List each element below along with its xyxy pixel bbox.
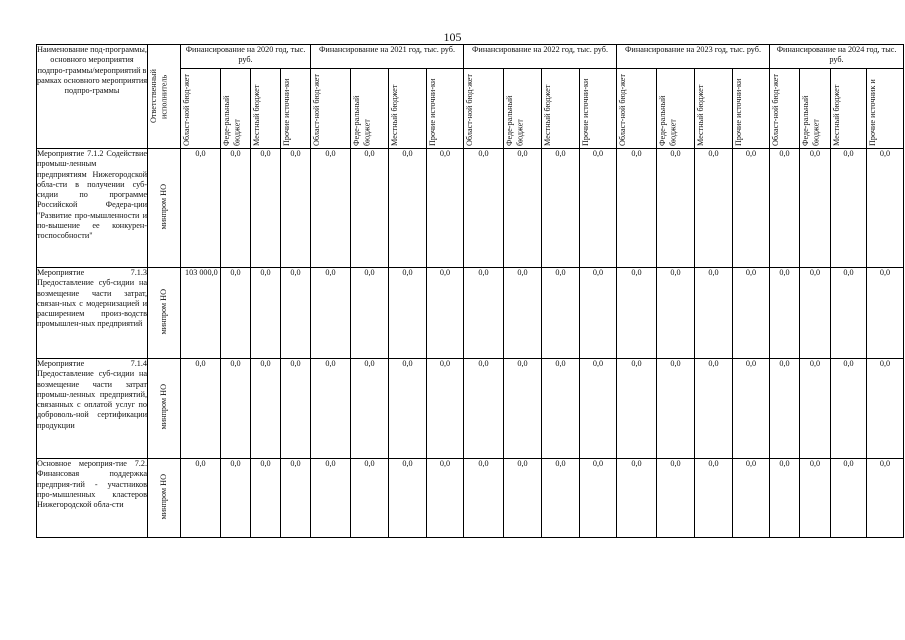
- value-cell: 0,0: [542, 149, 580, 268]
- header-year-2023: Финансирование на 2023 год, тыс. руб.: [617, 45, 770, 69]
- subheader-cell: [311, 69, 351, 149]
- value-cell: 0,0: [770, 149, 800, 268]
- subheader-text: Прочие источни-ки: [428, 78, 437, 146]
- subheader-text: Феде-ральный бюджет: [801, 95, 821, 146]
- value-cell: 0,0: [251, 359, 281, 459]
- value-cell: 0,0: [281, 149, 311, 268]
- value-cell: 0,0: [464, 459, 504, 538]
- value-cell: 0,0: [580, 268, 617, 359]
- subheader-cell: [351, 69, 389, 149]
- header-year-2021: Финансирование на 2021 год, тыс. руб.: [311, 45, 464, 69]
- subheader-text: Феде-ральный бюджет: [505, 95, 525, 146]
- header-executor-text: Ответственный исполнитель: [149, 69, 169, 124]
- header-year-2024: Финансирование на 2024 год, тыс. руб.: [770, 45, 904, 69]
- subheader-cell: [770, 69, 800, 149]
- subheader-text: Феде-ральный бюджет: [352, 95, 372, 146]
- value-cell: 0,0: [617, 149, 657, 268]
- value-cell: 0,0: [504, 268, 542, 359]
- subheader-cell: [251, 69, 281, 149]
- value-cell: 0,0: [251, 268, 281, 359]
- value-cell: 0,0: [389, 149, 427, 268]
- value-cell: 0,0: [580, 459, 617, 538]
- value-cell: 0,0: [351, 359, 389, 459]
- table-row: [37, 268, 904, 359]
- value-cell: 0,0: [770, 459, 800, 538]
- subheader-cell: [427, 69, 464, 149]
- value-cell: 0,0: [427, 149, 464, 268]
- subheader-cell: [464, 69, 504, 149]
- value-cell: 0,0: [733, 359, 770, 459]
- row-executor: [148, 149, 181, 268]
- value-cell: 0,0: [867, 359, 904, 459]
- value-cell: 0,0: [389, 268, 427, 359]
- subheader-text: Местный бюджет: [543, 84, 552, 146]
- subheader-text: Местный бюджет: [832, 84, 841, 146]
- value-cell: 0,0: [800, 149, 831, 268]
- value-cell: 0,0: [542, 359, 580, 459]
- subheader-text: Местный бюджет: [696, 84, 705, 146]
- value-cell: 0,0: [867, 149, 904, 268]
- value-cell: 0,0: [657, 268, 695, 359]
- value-cell: 0,0: [389, 359, 427, 459]
- value-cell: 0,0: [311, 268, 351, 359]
- value-cell: 0,0: [221, 359, 251, 459]
- value-cell: 0,0: [770, 268, 800, 359]
- value-cell: 0,0: [464, 149, 504, 268]
- subheader-text: Област-ной бюд-жет: [182, 74, 191, 146]
- subheader-cell: [800, 69, 831, 149]
- subheader-cell: [221, 69, 251, 149]
- value-cell: 0,0: [800, 359, 831, 459]
- row-executor-text: минпром НО: [158, 473, 168, 520]
- financing-table: [36, 44, 904, 538]
- value-cell: 0,0: [281, 268, 311, 359]
- subheader-cell: [389, 69, 427, 149]
- subheader-text: Област-ной бюд-жет: [465, 74, 474, 146]
- value-cell: 0,0: [733, 149, 770, 268]
- row-executor-text: минпром НО: [158, 288, 168, 335]
- table-row: [37, 149, 904, 268]
- value-cell: 0,0: [464, 359, 504, 459]
- row-description: Мероприятие 7.1.4 Предоставление суб-сидии на возмещение части затрат промыш-ленных предприятий, связанных с оплатой услуг по доброволь-ной сертификации продукции: [37, 359, 148, 459]
- value-cell: 0,0: [867, 459, 904, 538]
- value-cell: 0,0: [770, 359, 800, 459]
- subheader-cell: [580, 69, 617, 149]
- row-executor-text: минпром НО: [158, 384, 168, 430]
- value-cell: 0,0: [657, 149, 695, 268]
- subheader-cell: [181, 69, 221, 149]
- value-cell: 0,0: [504, 459, 542, 538]
- subheader-text: Област-ной бюд-жет: [312, 74, 321, 146]
- subheader-text: Местный бюджет: [252, 84, 261, 146]
- subheader-text: Прочие источни-ки: [734, 78, 743, 146]
- subheader-cell: [281, 69, 311, 149]
- row-executor-text: минпром НО: [158, 183, 168, 230]
- value-cell: 0,0: [695, 268, 733, 359]
- row-executor: [148, 459, 181, 538]
- subheader-text: Област-ной бюд-жет: [771, 74, 780, 146]
- value-cell: 0,0: [504, 359, 542, 459]
- value-cell: 0,0: [831, 359, 867, 459]
- value-cell: 0,0: [695, 359, 733, 459]
- value-cell: 0,0: [351, 149, 389, 268]
- value-cell: 0,0: [251, 459, 281, 538]
- header-executor: [148, 45, 181, 149]
- row-description: Мероприятие 7.1.3 Предоставление суб-сидии на возмещение части затрат, связан-ных с модернизацией и расширением произ-водств промышлен-ных предприятий: [37, 268, 148, 359]
- header-name: Наименование под-программы, основного мероприятия подпро-граммы/мероприятий в рамках основного мероприятия подпро-граммы: [37, 45, 148, 149]
- value-cell: 0,0: [221, 459, 251, 538]
- value-cell: 0,0: [181, 149, 221, 268]
- value-cell: 0,0: [542, 268, 580, 359]
- subheader-text: Феде-ральный бюджет: [222, 95, 242, 146]
- value-cell: 0,0: [733, 268, 770, 359]
- value-cell: 0,0: [867, 268, 904, 359]
- value-cell: 0,0: [580, 359, 617, 459]
- table-row: [37, 459, 904, 538]
- value-cell: 0,0: [542, 459, 580, 538]
- value-cell: 0,0: [181, 359, 221, 459]
- value-cell: 0,0: [251, 149, 281, 268]
- subheader-cell: [617, 69, 657, 149]
- value-cell: 0,0: [657, 459, 695, 538]
- value-cell: 0,0: [311, 359, 351, 459]
- value-cell: 0,0: [831, 149, 867, 268]
- value-cell: 0,0: [580, 149, 617, 268]
- value-cell: 0,0: [657, 359, 695, 459]
- value-cell: 0,0: [281, 459, 311, 538]
- value-cell: 0,0: [221, 149, 251, 268]
- header-year-2022: Финансирование на 2022 год, тыс. руб.: [464, 45, 617, 69]
- subheader-cell: [504, 69, 542, 149]
- row-description: Мероприятие 7.1.2 Содействие промыш-ленным предприятиям Нижегородской обла-сти в получении суб-сидии по программе Российской Федера-ции "Развитие про-мышленности и по-вышение ее конкурен-тоспособности": [37, 149, 148, 268]
- value-cell: 0,0: [311, 459, 351, 538]
- row-executor: [148, 359, 181, 459]
- value-cell: 0,0: [617, 459, 657, 538]
- subheader-text: Прочие источник и: [868, 79, 877, 146]
- subheader-text: Феде-ральный бюджет: [658, 95, 678, 146]
- value-cell: 0,0: [504, 149, 542, 268]
- subheader-text: Прочие источни-ки: [282, 78, 291, 146]
- value-cell: 0,0: [389, 459, 427, 538]
- value-cell: 0,0: [695, 459, 733, 538]
- value-cell: 103 000,0: [181, 268, 221, 359]
- row-executor: [148, 268, 181, 359]
- value-cell: 0,0: [733, 459, 770, 538]
- value-cell: 0,0: [427, 359, 464, 459]
- subheader-cell: [831, 69, 867, 149]
- table-row: [37, 359, 904, 459]
- value-cell: 0,0: [427, 459, 464, 538]
- value-cell: 0,0: [617, 359, 657, 459]
- value-cell: 0,0: [800, 268, 831, 359]
- row-description: Основное мероприя-тие 7.2. Финансовая поддержка предприя-тий - участников про-мышленных кластеров Нижегородской обла-сти: [37, 459, 148, 538]
- subheader-cell: [657, 69, 695, 149]
- value-cell: 0,0: [800, 459, 831, 538]
- value-cell: 0,0: [617, 268, 657, 359]
- header-year-2020: Финансирование на 2020 год, тыс. руб.: [181, 45, 311, 69]
- value-cell: 0,0: [427, 268, 464, 359]
- value-cell: 0,0: [351, 459, 389, 538]
- subheader-cell: [867, 69, 904, 149]
- value-cell: 0,0: [221, 268, 251, 359]
- value-cell: 0,0: [831, 459, 867, 538]
- header-row-years: [37, 45, 904, 69]
- subheader-cell: [695, 69, 733, 149]
- value-cell: 0,0: [831, 268, 867, 359]
- subheader-cell: [733, 69, 770, 149]
- subheader-text: Област-ной бюд-жет: [618, 74, 627, 146]
- value-cell: 0,0: [281, 359, 311, 459]
- value-cell: 0,0: [351, 268, 389, 359]
- subheader-text: Местный бюджет: [390, 84, 399, 146]
- page-number: 105: [443, 30, 462, 44]
- value-cell: 0,0: [181, 459, 221, 538]
- value-cell: 0,0: [311, 149, 351, 268]
- subheader-text: Прочие источни-ки: [581, 78, 590, 146]
- value-cell: 0,0: [695, 149, 733, 268]
- value-cell: 0,0: [464, 268, 504, 359]
- subheader-cell: [542, 69, 580, 149]
